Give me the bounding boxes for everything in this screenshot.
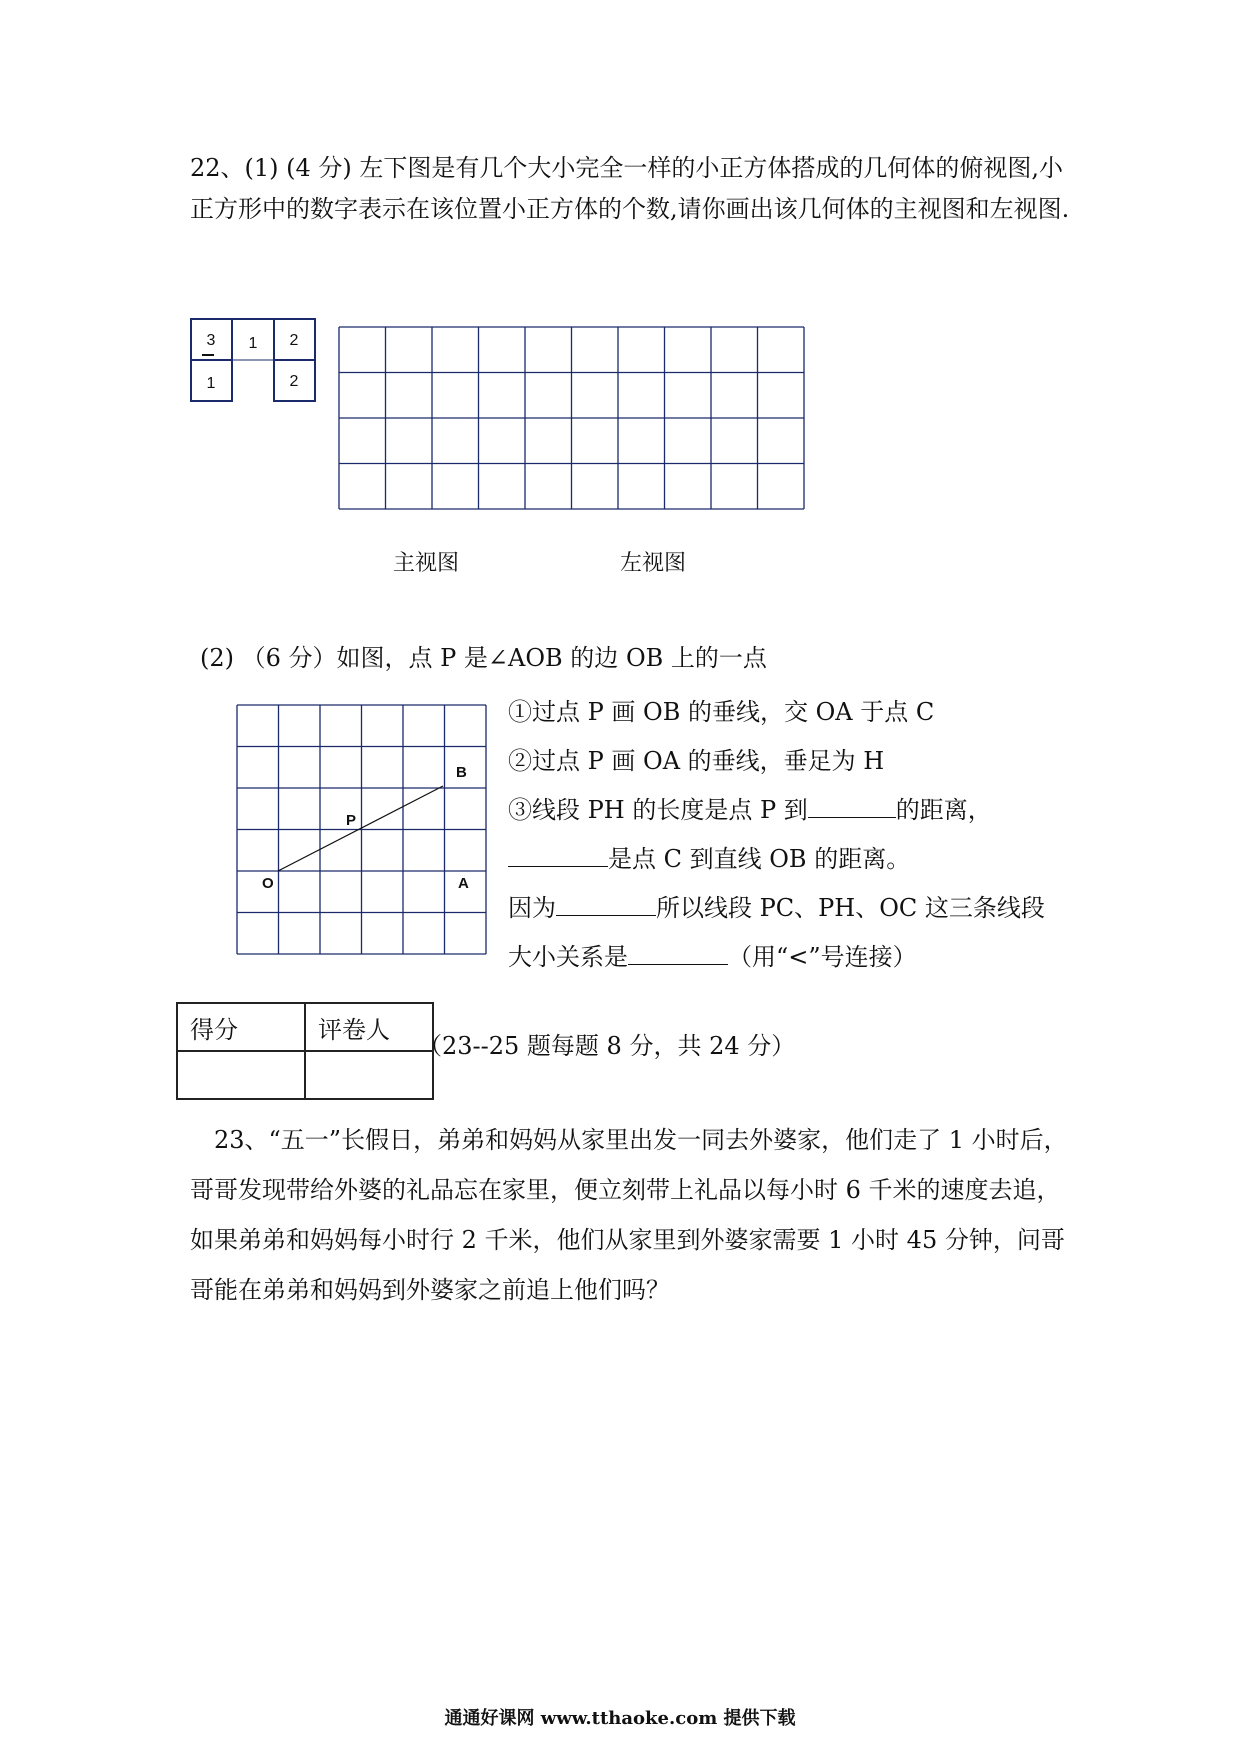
answer-blank[interactable] [556, 889, 656, 916]
q23-text: 23、“五一”长假日，弟弟和妈妈从家里出发一同去外婆家，他们走了 1 小时后，哥哥发现带给外婆的礼品忘在家里，便立刻带上礼品以每小时 6 千米的速度去追，如果弟弟和妈妈每小时行 2 千米，他们从家里到外婆家需要 1 小时 45 分钟，问哥哥能在弟弟和妈妈到外婆家之前追上他们吗？ [190, 1126, 1068, 1304]
item-3-line1: ③线段 PH 的长度是点 P 到 的距离， [508, 786, 1068, 835]
ray-ob [278, 786, 443, 871]
caption-front-view: 主视图 [393, 551, 460, 576]
answer-blank[interactable] [508, 840, 608, 867]
top-view-num: 2 [289, 332, 299, 349]
item-2: ②过点 P 画 OA 的垂线，垂足为 H [508, 747, 885, 775]
label-p: P [346, 812, 357, 829]
score-box [176, 1002, 434, 1100]
section-note: （23--25 题每题 8 分，共 24 分） [418, 1032, 796, 1060]
q22-part2-intro: (2) （6 分）如图，点 P 是∠AOB 的边 OB 上的一点 [200, 644, 767, 672]
q22-part1-text: 22、(1) (4 分) 左下图是有几个大小完全一样的小正方体搭成的几何体的俯视图,小正方形中的数字表示在该位置小正方体的个数,请你画出该几何体的主视图和左视图. [190, 154, 1070, 223]
caption-left-view: 左视图 [620, 551, 687, 576]
top-view-num: 3 [206, 332, 216, 349]
angle-grid-diagram [236, 704, 490, 956]
answer-blank[interactable] [808, 791, 896, 818]
top-view-num: 2 [289, 373, 299, 390]
top-view-num: 1 [206, 375, 216, 392]
item-3-line2: 是点 C 到直线 OB 的距离。 [508, 835, 1068, 884]
top-view-diagram [190, 318, 320, 404]
score-cell[interactable] [177, 1051, 305, 1099]
score-label: 得分 [177, 1003, 305, 1051]
answer-blank[interactable] [628, 938, 728, 965]
label-o: O [262, 875, 274, 892]
q22-part2-items [508, 688, 1068, 982]
grader-cell[interactable] [305, 1051, 433, 1099]
label-a: A [458, 875, 469, 892]
top-view-num: 1 [248, 335, 258, 352]
drawing-grid [338, 326, 808, 512]
label-b: B [456, 764, 467, 781]
item-3-line4: 大小关系是 （用“<”号连接） [508, 933, 1068, 982]
footer-credit: 通通好课网 www.tthaoke.com 提供下载 [444, 1708, 796, 1729]
grader-label: 评卷人 [305, 1003, 433, 1051]
item-3-line3: 因为 所以线段 PC、PH、OC 这三条线段 [508, 884, 1068, 933]
item-1: ①过点 P 画 OB 的垂线，交 OA 于点 C [508, 698, 935, 726]
